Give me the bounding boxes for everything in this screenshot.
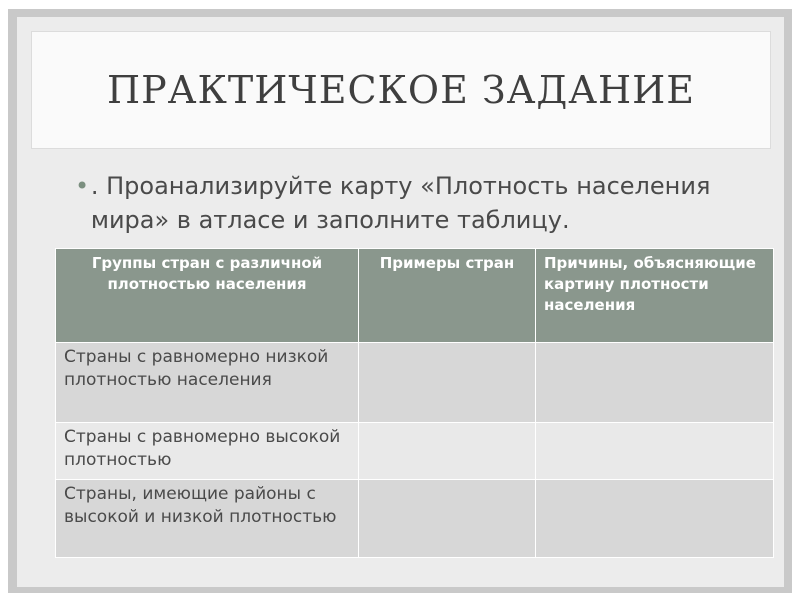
- header-reasons: Причины, объясняющие картину плотности населения: [536, 249, 774, 343]
- table-row: [56, 343, 774, 423]
- bullet-item: [75, 169, 765, 237]
- table-cell[interactable]: [359, 343, 536, 423]
- table-cell[interactable]: [359, 480, 536, 558]
- table-header-row: [56, 249, 774, 343]
- header-country-examples: Примеры стран: [359, 249, 536, 343]
- task-text: . Проанализируйте карту «Плотность населения мира» в атласе и заполните таблицу.: [90, 172, 711, 234]
- table-cell: Страны, имеющие районы с высокой и низкой плотностью: [56, 480, 359, 558]
- data-table: [55, 248, 774, 558]
- table-row: [56, 480, 774, 558]
- table-row: [56, 423, 774, 480]
- table-cell[interactable]: [536, 480, 774, 558]
- title-box: [31, 31, 771, 149]
- slide-title: ПРАКТИЧЕСКОЕ ЗАДАНИЕ: [106, 68, 696, 112]
- table-cell[interactable]: [536, 423, 774, 480]
- table-cell[interactable]: [359, 423, 536, 480]
- slide-frame: [8, 9, 792, 593]
- table-cell: Страны с равномерно низкой плотностью населения: [56, 343, 359, 423]
- bullet-marker: •: [75, 172, 90, 200]
- table-cell[interactable]: [536, 343, 774, 423]
- table-cell: Страны с равномерно высокой плотностью: [56, 423, 359, 480]
- header-country-groups: Группы стран с различной плотностью населения: [56, 249, 359, 343]
- slide: [17, 17, 784, 587]
